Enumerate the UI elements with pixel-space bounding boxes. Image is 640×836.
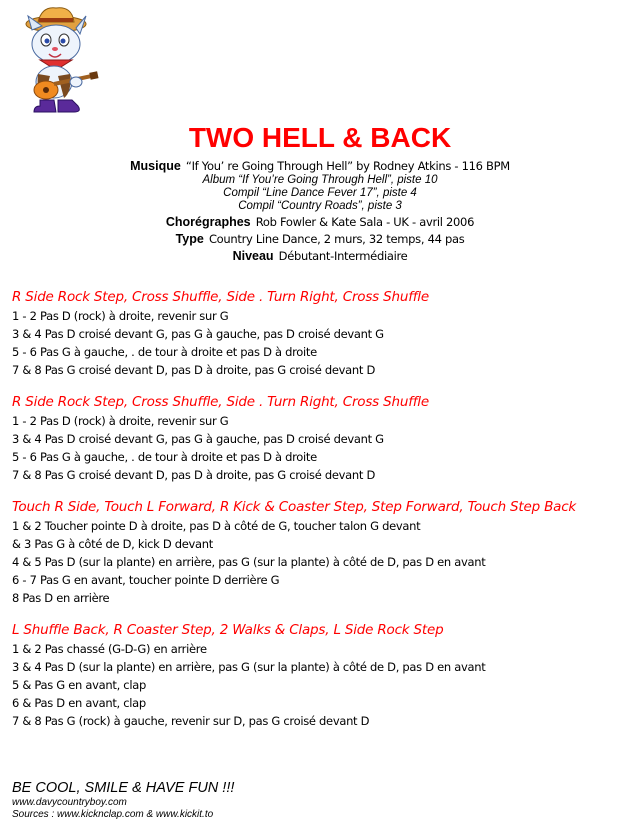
cowboy-cat-logo-icon [14, 4, 104, 116]
footer [12, 780, 234, 821]
step-line: 5 - 6 Pas G à gauche, . de tour à droite et pas D à droite [12, 345, 317, 359]
album-line: Album “If You’re Going Through Hell”, piste 10 [202, 174, 438, 186]
step-line: 6 & Pas D en avant, clap [12, 696, 146, 710]
section-title: L Shuffle Back, R Coaster Step, 2 Walks & Claps, L Side Rock Step [12, 622, 444, 638]
choregraphes-row [0, 213, 640, 230]
step-line: 6 - 7 Pas G en avant, toucher pointe D derrière G [12, 573, 280, 587]
musique-row [0, 157, 640, 174]
step-line: 1 - 2 Pas D (rock) à droite, revenir sur G [12, 309, 229, 323]
section-title: Touch R Side, Touch L Forward, R Kick & Coaster Step, Step Forward, Touch Step Back [12, 499, 577, 515]
step-line: 4 & 5 Pas D (sur la plante) en arrière, pas G (sur la plante) à côté de D, pas D en avant [12, 555, 486, 569]
section-title: R Side Rock Step, Cross Shuffle, Side . Turn Right, Cross Shuffle [12, 394, 429, 410]
niveau-row [0, 247, 640, 264]
step-line: 3 & 4 Pas D croisé devant G, pas G à gauche, pas D croisé devant G [12, 327, 384, 341]
step-line: 3 & 4 Pas D croisé devant G, pas G à gauche, pas D croisé devant G [12, 432, 384, 446]
step-line: 3 & 4 Pas D (sur la plante) en arrière, pas G (sur la plante) à côté de D, pas D en avant [12, 660, 486, 674]
step-line: & 3 Pas G à côté de D, kick D devant [12, 537, 214, 551]
choregraphes-label: Chorégraphes [165, 215, 251, 229]
dance-info [0, 157, 640, 264]
step-line: 8 Pas D en arrière [12, 591, 110, 605]
step-sections [12, 288, 638, 744]
musique-label: Musique [130, 159, 181, 173]
compil-line-2: Compil “Country Roads”, piste 3 [238, 200, 402, 212]
step-line: 7 & 8 Pas G croisé devant D, pas D à droite, pas G croisé devant D [12, 363, 376, 377]
niveau-label: Niveau [232, 249, 274, 263]
musique-value: “If You’ re Going Through Hell” by Rodney Atkins - 116 BPM [185, 159, 510, 173]
niveau-value: Débutant-Intermédiaire [278, 249, 408, 263]
dance-title: TWO HELL & BACK [188, 122, 452, 153]
section-2 [12, 393, 638, 484]
step-line: 7 & 8 Pas G (rock) à gauche, revenir sur D, pas G croisé devant D [12, 714, 370, 728]
compil-line-1: Compil “Line Dance Fever 17”, piste 4 [223, 187, 417, 199]
step-line: 5 - 6 Pas G à gauche, . de tour à droite et pas D à droite [12, 450, 317, 464]
step-line: 1 - 2 Pas D (rock) à droite, revenir sur G [12, 414, 229, 428]
motto: BE COOL, SMILE & HAVE FUN !!! [12, 780, 235, 796]
section-4 [12, 621, 638, 730]
section-title: R Side Rock Step, Cross Shuffle, Side . Turn Right, Cross Shuffle [12, 289, 429, 305]
website-link[interactable]: www.davycountryboy.com [12, 797, 127, 808]
step-line: 1 & 2 Toucher pointe D à droite, pas D à côté de G, toucher talon G devant [12, 519, 421, 533]
choregraphes-value: Rob Fowler & Kate Sala - UK - avril 2006 [255, 215, 475, 229]
step-line: 7 & 8 Pas G croisé devant D, pas D à droite, pas G croisé devant D [12, 468, 376, 482]
step-line: 1 & 2 Pas chassé (G-D-G) en arrière [12, 642, 207, 656]
type-row [0, 230, 640, 247]
step-line: 5 & Pas G en avant, clap [12, 678, 146, 692]
section-3 [12, 498, 638, 607]
sources-line: Sources : www.kicknclap.com & www.kickit.to [12, 809, 214, 820]
type-value: Country Line Dance, 2 murs, 32 temps, 44 pas [208, 232, 465, 246]
section-1 [12, 288, 638, 379]
type-label: Type [175, 232, 204, 246]
